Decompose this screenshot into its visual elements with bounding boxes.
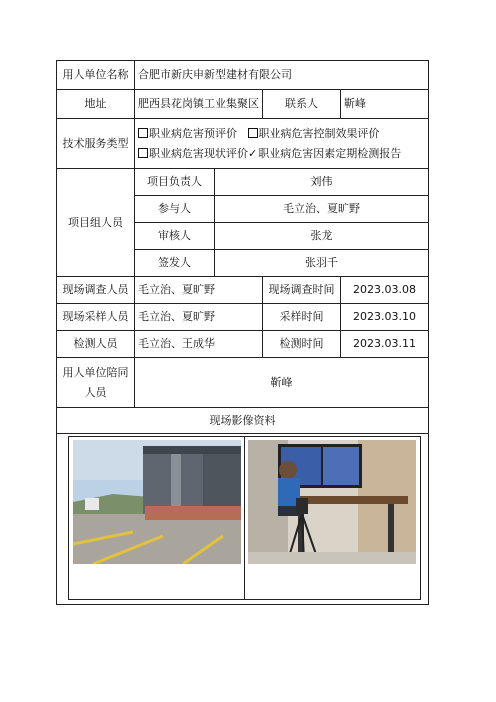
escort-value: 靳峰 bbox=[135, 358, 429, 408]
team-role: 项目负责人 bbox=[135, 169, 215, 196]
report-form-sheet bbox=[56, 60, 428, 602]
sampling-staff-label: 现场采样人员 bbox=[57, 304, 135, 331]
service-option-label: 职业病危害控制效果评价 bbox=[258, 126, 380, 140]
row-sampling bbox=[57, 304, 429, 331]
sampling-staff-value: 毛立治、夏旷野 bbox=[135, 304, 263, 331]
photos-section-title: 现场影像资料 bbox=[57, 408, 429, 434]
testing-time-label: 检测时间 bbox=[263, 331, 341, 358]
technician-testing-photo-image bbox=[248, 440, 416, 564]
team-name: 刘伟 bbox=[215, 169, 429, 196]
service-option-label: 职业病危害预评价 bbox=[149, 126, 237, 140]
row-service-type bbox=[57, 119, 429, 169]
testing-staff-value: 毛立治、王成华 bbox=[135, 331, 263, 358]
checkbox-unchecked-icon[interactable] bbox=[138, 148, 148, 158]
team-role: 参与人 bbox=[135, 196, 215, 223]
team-name: 毛立治、夏旷野 bbox=[215, 196, 429, 223]
factory-gate-photo-image bbox=[73, 440, 241, 564]
row-employer bbox=[57, 61, 429, 90]
team-label: 项目组人员 bbox=[57, 169, 135, 277]
employer-value: 合肥市新庆申新型建材有限公司 bbox=[135, 61, 429, 90]
row-survey bbox=[57, 277, 429, 304]
checkbox-unchecked-icon[interactable] bbox=[248, 128, 258, 138]
photo-divider bbox=[244, 436, 245, 600]
team-name: 张龙 bbox=[215, 223, 429, 250]
sampling-time-label: 采样时间 bbox=[263, 304, 341, 331]
testing-staff-label: 检测人员 bbox=[57, 331, 135, 358]
row-team-leader bbox=[57, 169, 429, 196]
row-address bbox=[57, 90, 429, 119]
service-type-label: 技术服务类型 bbox=[57, 119, 135, 169]
survey-staff-label: 现场调查人员 bbox=[57, 277, 135, 304]
site-photo-factory-gate bbox=[73, 440, 241, 564]
team-name: 张羽千 bbox=[215, 250, 429, 277]
contact-label: 联系人 bbox=[263, 90, 341, 119]
sampling-time-value: 2023.03.10 bbox=[341, 304, 429, 331]
survey-staff-value: 毛立治、夏旷野 bbox=[135, 277, 263, 304]
address-label: 地址 bbox=[57, 90, 135, 119]
team-role: 审核人 bbox=[135, 223, 215, 250]
testing-time-value: 2023.03.11 bbox=[341, 331, 429, 358]
row-photos-header bbox=[57, 408, 429, 434]
survey-time-value: 2023.03.08 bbox=[341, 277, 429, 304]
employer-label: 用人单位名称 bbox=[57, 61, 135, 90]
contact-value: 靳峰 bbox=[341, 90, 429, 119]
row-photos bbox=[57, 434, 429, 605]
checkbox-unchecked-icon[interactable] bbox=[138, 128, 148, 138]
service-option-label: 职业病危害因素定期检测报告 bbox=[258, 146, 402, 160]
address-value: 肥西县花岗镇工业集聚区 bbox=[135, 90, 263, 119]
row-escort bbox=[57, 358, 429, 408]
service-option-label: 职业病危害现状评价 bbox=[149, 146, 248, 160]
site-photo-technician-testing bbox=[248, 440, 416, 564]
checkmark-icon[interactable]: ✓ bbox=[248, 146, 258, 160]
report-info-table bbox=[56, 60, 429, 605]
photo-gallery bbox=[60, 434, 425, 604]
survey-time-label: 现场调查时间 bbox=[263, 277, 341, 304]
row-testing bbox=[57, 331, 429, 358]
escort-label: 用人单位陪同人员 bbox=[57, 358, 135, 408]
team-role: 签发人 bbox=[135, 250, 215, 277]
photos-cell bbox=[57, 434, 429, 605]
service-type-options bbox=[135, 119, 429, 169]
